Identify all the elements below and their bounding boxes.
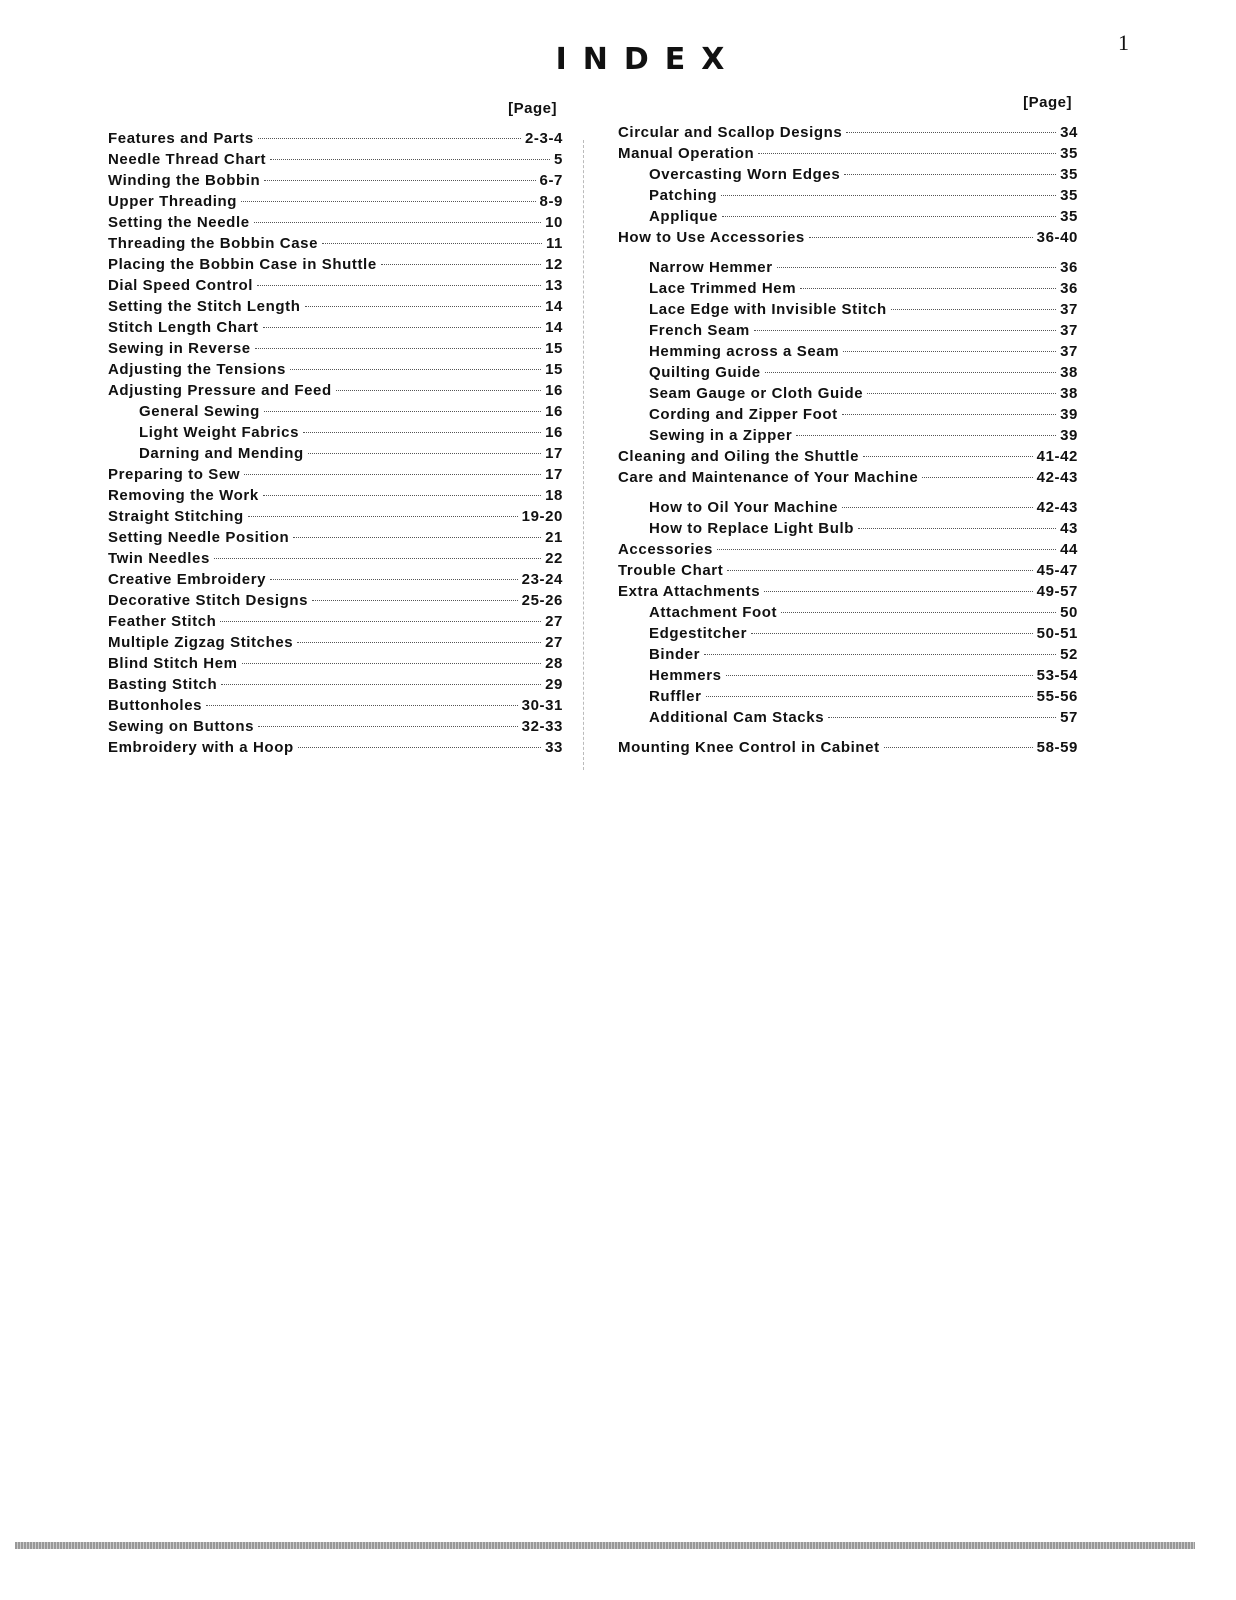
index-entry — [108, 653, 563, 674]
dot-leader — [796, 435, 1056, 436]
dot-leader — [765, 372, 1056, 373]
index-entry — [618, 518, 1078, 539]
index-entry-pages: 42-43 — [1036, 499, 1078, 516]
dot-leader — [244, 474, 541, 475]
index-entry-pages: 35 — [1060, 166, 1078, 183]
dot-leader — [305, 306, 542, 307]
index-entry-pages: 38 — [1060, 385, 1078, 402]
index-entry — [108, 128, 563, 149]
page-title: INDEX — [555, 42, 741, 77]
index-entry-label: Embroidery with a Hoop — [108, 739, 294, 756]
index-entry — [108, 527, 563, 548]
index-entry-pages: 45-47 — [1036, 562, 1078, 579]
index-entry-pages: 36-40 — [1036, 229, 1078, 246]
index-entry — [108, 569, 563, 590]
index-entry — [618, 206, 1078, 227]
index-entry-pages: 38 — [1060, 364, 1078, 381]
dot-leader — [867, 393, 1056, 394]
dot-leader — [257, 285, 541, 286]
index-entry — [618, 665, 1078, 686]
index-entry-label: Blind Stitch Hem — [108, 655, 238, 672]
index-entry — [618, 227, 1078, 248]
page-column-header: [Page] — [1023, 94, 1072, 111]
dot-leader — [258, 726, 518, 727]
index-entry — [618, 497, 1078, 518]
index-entry — [108, 422, 563, 443]
index-entry-pages: 37 — [1060, 322, 1078, 339]
index-entry-label: How to Oil Your Machine — [649, 499, 839, 516]
index-entry — [108, 401, 563, 422]
index-entry-pages: 43 — [1060, 520, 1078, 537]
dot-leader — [297, 642, 541, 643]
dot-leader — [844, 174, 1056, 175]
dot-leader — [706, 696, 1033, 697]
dot-leader — [721, 195, 1056, 196]
index-entry-label: Lace Trimmed Hem — [649, 280, 797, 297]
dot-leader — [242, 663, 542, 664]
index-entry — [108, 737, 563, 758]
index-entry-pages: 34 — [1060, 124, 1078, 141]
index-entry — [618, 143, 1078, 164]
index-entry — [108, 611, 563, 632]
index-column-right — [618, 92, 1078, 758]
index-entry — [618, 362, 1078, 383]
index-entry-label: Binder — [649, 646, 701, 663]
index-entry-label: Light Weight Fabrics — [139, 424, 300, 441]
index-entry-pages: 30-31 — [521, 697, 563, 714]
dot-leader — [922, 477, 1032, 478]
index-entry — [618, 560, 1078, 581]
dot-leader — [846, 132, 1056, 133]
index-entry-pages: 50 — [1060, 604, 1078, 621]
index-entry — [108, 338, 563, 359]
index-entry — [618, 257, 1078, 278]
index-entry — [108, 695, 563, 716]
dot-leader — [891, 309, 1056, 310]
index-entry-pages: 16 — [545, 382, 563, 399]
index-entry — [618, 122, 1078, 143]
index-entry-label: Overcasting Worn Edges — [649, 166, 841, 183]
index-entry-label: Lace Edge with Invisible Stitch — [649, 301, 887, 318]
index-entry — [618, 644, 1078, 665]
index-entry — [618, 185, 1078, 206]
index-entry-pages: 49-57 — [1036, 583, 1078, 600]
index-entry-label: Cleaning and Oiling the Shuttle — [618, 448, 860, 465]
index-entry-label: Darning and Mending — [139, 445, 304, 462]
dot-leader — [777, 267, 1056, 268]
dot-leader — [290, 369, 541, 370]
index-entry-label: Circular and Scallop Designs — [618, 124, 843, 141]
index-entry-pages: 17 — [545, 466, 563, 483]
index-entry-label: Edgestitcher — [649, 625, 748, 642]
index-entry — [108, 170, 563, 191]
dot-leader — [241, 201, 536, 202]
index-entry-label: How to Replace Light Bulb — [649, 520, 854, 537]
index-entry-label: Threading the Bobbin Case — [108, 235, 319, 252]
index-entry-label: Accessories — [618, 541, 713, 558]
index-entry-pages: 18 — [545, 487, 563, 504]
index-entry — [618, 539, 1078, 560]
index-entry-label: Preparing to Sew — [108, 466, 241, 483]
index-entry — [618, 278, 1078, 299]
dot-leader — [884, 747, 1033, 748]
index-entry — [618, 623, 1078, 644]
dot-leader — [800, 288, 1056, 289]
index-entry — [108, 464, 563, 485]
index-entry-label: Cording and Zipper Foot — [649, 406, 838, 423]
dot-leader — [764, 591, 1032, 592]
index-entry — [108, 254, 563, 275]
index-entry-label: Manual Operation — [618, 145, 755, 162]
index-entry-label: Dial Speed Control — [108, 277, 253, 294]
index-entry — [618, 404, 1078, 425]
index-entry-label: Basting Stitch — [108, 676, 218, 693]
index-entry-label: Twin Needles — [108, 550, 210, 567]
dot-leader — [781, 612, 1056, 613]
index-entry-label: Ruffler — [649, 688, 702, 705]
index-entry-label: Additional Cam Stacks — [649, 709, 825, 726]
index-entry-pages: 44 — [1060, 541, 1078, 558]
index-entry-pages: 19-20 — [521, 508, 563, 525]
index-entry — [618, 446, 1078, 467]
index-entry-label: Adjusting Pressure and Feed — [108, 382, 332, 399]
index-entry-pages: 16 — [545, 424, 563, 441]
index-entry-pages: 6-7 — [539, 172, 563, 189]
index-entry — [108, 380, 563, 401]
dot-leader — [303, 432, 541, 433]
dot-leader — [858, 528, 1056, 529]
index-entry-label: Narrow Hemmer — [649, 259, 773, 276]
index-list-left — [108, 128, 563, 758]
index-entry-pages: 16 — [545, 403, 563, 420]
index-entry — [108, 296, 563, 317]
index-entry-label: Mounting Knee Control in Cabinet — [618, 739, 880, 756]
index-entry-label: Applique — [649, 208, 718, 225]
dot-leader — [322, 243, 542, 244]
dot-leader — [255, 348, 541, 349]
page-number: 1 — [1118, 30, 1129, 55]
index-entry — [618, 341, 1078, 362]
index-entry-pages: 8-9 — [539, 193, 563, 210]
dot-leader — [704, 654, 1056, 655]
index-entry — [618, 425, 1078, 446]
index-entry-label: Adjusting the Tensions — [108, 361, 286, 378]
dot-leader — [214, 558, 541, 559]
dot-leader — [221, 684, 541, 685]
index-entry-label: Straight Stitching — [108, 508, 244, 525]
index-entry-pages: 39 — [1060, 406, 1078, 423]
index-entry-pages: 36 — [1060, 259, 1078, 276]
dot-leader — [263, 495, 541, 496]
dot-leader — [717, 549, 1056, 550]
index-entry-pages: 14 — [545, 298, 563, 315]
index-entry — [108, 233, 563, 254]
index-entry-pages: 39 — [1060, 427, 1078, 444]
dot-leader — [754, 330, 1056, 331]
dot-leader — [206, 705, 518, 706]
bottom-rule — [15, 1542, 1195, 1549]
index-entry — [108, 485, 563, 506]
index-entry-label: Feather Stitch — [108, 613, 217, 630]
index-entry-pages: 37 — [1060, 301, 1078, 318]
index-entry-pages: 15 — [545, 361, 563, 378]
dot-leader — [270, 579, 517, 580]
index-entry — [618, 383, 1078, 404]
index-entry — [618, 299, 1078, 320]
index-entry — [108, 674, 563, 695]
index-entry — [108, 548, 563, 569]
index-entry-label: Winding the Bobbin — [108, 172, 261, 189]
index-entry — [108, 317, 563, 338]
index-entry-pages: 25-26 — [521, 592, 563, 609]
index-entry — [618, 320, 1078, 341]
index-entry-pages: 17 — [545, 445, 563, 462]
index-entry-label: Hemmers — [649, 667, 722, 684]
dot-leader — [727, 570, 1032, 571]
index-entry-label: Setting Needle Position — [108, 529, 290, 546]
index-entry-label: Hemming across a Seam — [649, 343, 840, 360]
index-entry-pages: 50-51 — [1036, 625, 1078, 642]
index-entry-pages: 23-24 — [521, 571, 563, 588]
index-entry-pages: 28 — [545, 655, 563, 672]
index-entry — [618, 467, 1078, 488]
index-entry — [108, 716, 563, 737]
dot-leader — [312, 600, 518, 601]
dot-leader — [726, 675, 1033, 676]
index-entry-pages: 2-3-4 — [524, 130, 563, 147]
index-entry-label: How to Use Accessories — [618, 229, 805, 246]
dot-leader — [220, 621, 541, 622]
index-entry-pages: 35 — [1060, 145, 1078, 162]
index-entry-pages: 41-42 — [1036, 448, 1078, 465]
index-entry-pages: 53-54 — [1036, 667, 1078, 684]
index-entry-label: Setting the Needle — [108, 214, 250, 231]
dot-leader — [263, 327, 542, 328]
index-entry-label: Upper Threading — [108, 193, 238, 210]
index-entry — [108, 149, 563, 170]
index-column-left — [108, 98, 563, 758]
column-divider — [583, 140, 584, 770]
index-entry-label: Features and Parts — [108, 130, 254, 147]
index-entry-label: Extra Attachments — [618, 583, 761, 600]
index-entry-label: Care and Maintenance of Your Machine — [618, 469, 919, 486]
dot-leader — [758, 153, 1056, 154]
dot-leader — [863, 456, 1033, 457]
index-entry-pages: 14 — [545, 319, 563, 336]
index-entry-pages: 33 — [545, 739, 563, 756]
index-entry-pages: 5 — [554, 151, 563, 168]
dot-leader — [264, 411, 541, 412]
index-entry — [618, 581, 1078, 602]
dot-leader — [828, 717, 1056, 718]
dot-leader — [264, 180, 535, 181]
index-entry — [108, 632, 563, 653]
index-entry-label: Stitch Length Chart — [108, 319, 259, 336]
dot-leader — [843, 351, 1056, 352]
dot-leader — [842, 414, 1056, 415]
index-entry-label: Creative Embroidery — [108, 571, 267, 588]
index-entry — [108, 590, 563, 611]
dot-leader — [751, 633, 1033, 634]
index-entry-pages: 21 — [545, 529, 563, 546]
index-entry — [618, 164, 1078, 185]
index-entry — [108, 275, 563, 296]
index-entry-label: Buttonholes — [108, 697, 203, 714]
index-entry — [618, 602, 1078, 623]
dot-leader — [298, 747, 541, 748]
index-entry-pages: 35 — [1060, 187, 1078, 204]
index-entry-label: Removing the Work — [108, 487, 259, 504]
dot-leader — [381, 264, 541, 265]
dot-leader — [308, 453, 541, 454]
index-entry-label: Trouble Chart — [618, 562, 724, 579]
dot-leader — [809, 237, 1033, 238]
index-entry-pages: 57 — [1060, 709, 1078, 726]
dot-leader — [258, 138, 521, 139]
index-entry-label: Seam Gauge or Cloth Guide — [649, 385, 864, 402]
index-entry-label: French Seam — [649, 322, 750, 339]
index-entry-pages: 10 — [545, 214, 563, 231]
index-entry — [618, 737, 1078, 758]
page-column-header: [Page] — [508, 100, 557, 117]
index-entry-pages: 27 — [545, 634, 563, 651]
index-entry-label: Patching — [649, 187, 718, 204]
index-entry-pages: 29 — [545, 676, 563, 693]
index-entry — [108, 506, 563, 527]
dot-leader — [722, 216, 1056, 217]
dot-leader — [842, 507, 1033, 508]
index-entry — [108, 212, 563, 233]
dot-leader — [254, 222, 541, 223]
index-entry-pages: 36 — [1060, 280, 1078, 297]
index-entry-pages: 42-43 — [1036, 469, 1078, 486]
index-entry-pages: 35 — [1060, 208, 1078, 225]
index-entry-pages: 32-33 — [521, 718, 563, 735]
dot-leader — [336, 390, 541, 391]
index-entry-label: Sewing on Buttons — [108, 718, 255, 735]
dot-leader — [270, 159, 550, 160]
index-entry — [618, 707, 1078, 728]
index-entry — [618, 686, 1078, 707]
index-entry-pages: 27 — [545, 613, 563, 630]
index-entry-label: Quilting Guide — [649, 364, 761, 381]
index-entry-pages: 15 — [545, 340, 563, 357]
index-entry-label: Setting the Stitch Length — [108, 298, 301, 315]
index-entry-label: General Sewing — [139, 403, 260, 420]
index-entry-label: Needle Thread Chart — [108, 151, 267, 168]
dot-leader — [293, 537, 541, 538]
index-entry-pages: 37 — [1060, 343, 1078, 360]
index-entry-pages: 12 — [545, 256, 563, 273]
index-entry-label: Decorative Stitch Designs — [108, 592, 309, 609]
index-entry-label: Multiple Zigzag Stitches — [108, 634, 294, 651]
index-entry-label: Sewing in Reverse — [108, 340, 251, 357]
index-entry — [108, 359, 563, 380]
index-entry — [108, 191, 563, 212]
index-entry-pages: 58-59 — [1036, 739, 1078, 756]
index-entry-pages: 22 — [545, 550, 563, 567]
index-entry-pages: 55-56 — [1036, 688, 1078, 705]
index-entry-pages: 13 — [545, 277, 563, 294]
index-entry-label: Attachment Foot — [649, 604, 778, 621]
index-list-right — [618, 122, 1078, 758]
index-entry-pages: 11 — [545, 235, 563, 252]
index-entry-label: Placing the Bobbin Case in Shuttle — [108, 256, 377, 273]
index-entry-pages: 52 — [1060, 646, 1078, 663]
index-entry — [108, 443, 563, 464]
dot-leader — [248, 516, 518, 517]
index-entry-label: Sewing in a Zipper — [649, 427, 793, 444]
